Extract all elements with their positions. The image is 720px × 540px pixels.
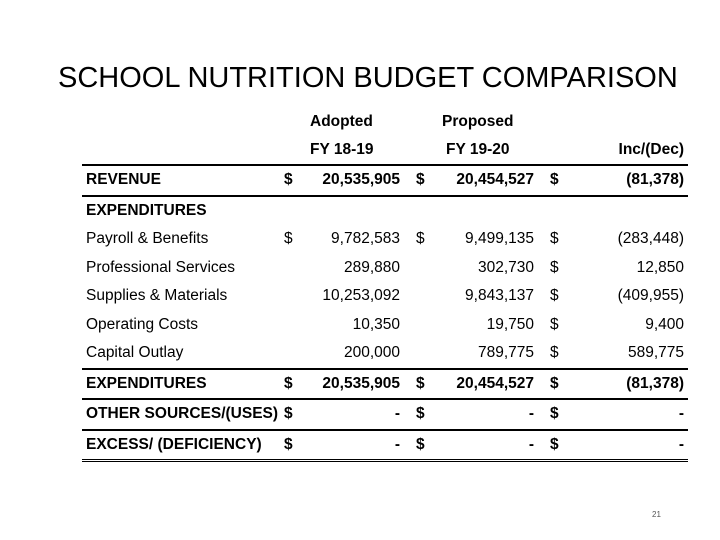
page-number: 21 [652, 510, 661, 519]
row-label: Payroll & Benefits [86, 230, 209, 248]
proposed-value: 20,454,527 [442, 369, 544, 400]
proposed-value: 789,775 [477, 344, 534, 362]
adopted-value: 10,253,092 [322, 287, 400, 305]
change-value: 12,850 [636, 258, 684, 276]
currency-symbol: $ [544, 399, 576, 430]
table-row [82, 369, 688, 400]
header-adopted: Adopted [310, 113, 373, 130]
adopted-value: 289,880 [343, 258, 400, 276]
row-label: EXCESS/ (DEFICIENCY) [82, 430, 278, 461]
currency-symbol: $ [544, 369, 576, 400]
row-label: Supplies & Materials [86, 287, 228, 305]
table-row [82, 311, 688, 340]
row-label: EXPENDITURES [86, 201, 207, 219]
currency-symbol [278, 196, 310, 226]
currency-symbol [278, 254, 310, 283]
adopted-value [310, 196, 410, 226]
currency-symbol: $ [550, 315, 559, 333]
proposed-value [442, 196, 544, 226]
row-label: Operating Costs [86, 315, 198, 333]
currency-symbol: $ [410, 399, 442, 430]
row-label: Professional Services [86, 258, 236, 276]
currency-symbol [410, 339, 442, 369]
row-label: OTHER SOURCES/(USES) [82, 399, 278, 430]
currency-symbol: $ [410, 165, 442, 196]
change-value: - [576, 430, 688, 461]
row-label: Capital Outlay [86, 344, 184, 362]
change-value: (81,378) [576, 165, 688, 196]
proposed-value: - [442, 430, 544, 461]
change-value [576, 196, 688, 226]
currency-symbol [278, 311, 310, 340]
currency-symbol: $ [550, 230, 559, 248]
header-proposed: Proposed [442, 113, 514, 130]
currency-symbol: $ [544, 430, 576, 461]
currency-symbol: $ [550, 287, 559, 305]
header-fy-adopted: FY 18-19 [310, 141, 374, 158]
table-row [82, 430, 688, 461]
currency-symbol: $ [278, 399, 310, 430]
currency-symbol: $ [550, 344, 559, 362]
budget-table [82, 108, 688, 462]
adopted-value: - [310, 430, 410, 461]
currency-symbol [410, 311, 442, 340]
adopted-value: 10,350 [352, 315, 400, 333]
proposed-value: 9,499,135 [465, 230, 534, 248]
page-title: SCHOOL NUTRITION BUDGET COMPARISON [58, 62, 678, 94]
currency-symbol [410, 196, 442, 226]
row-label: EXPENDITURES [82, 369, 278, 400]
change-value: - [576, 399, 688, 430]
adopted-value: - [310, 399, 410, 430]
currency-symbol: $ [410, 430, 442, 461]
header-incdec: Inc/(Dec) [618, 141, 684, 158]
table-row [82, 254, 688, 283]
adopted-value: 20,535,905 [310, 369, 410, 400]
table-row [82, 225, 688, 254]
budget-table-container [82, 108, 688, 462]
proposed-value: 9,843,137 [465, 287, 534, 305]
currency-symbol [278, 282, 310, 311]
proposed-value: 20,454,527 [442, 165, 544, 196]
adopted-value: 9,782,583 [331, 230, 400, 248]
proposed-value: - [442, 399, 544, 430]
header-row-2 [82, 136, 688, 165]
change-value: 589,775 [627, 344, 684, 362]
currency-symbol: $ [416, 230, 425, 248]
table-row [82, 399, 688, 430]
change-value: 9,400 [645, 315, 684, 333]
header-fy-proposed: FY 19-20 [446, 141, 510, 158]
table-row [82, 196, 688, 226]
header-row-1 [82, 108, 688, 136]
table-row [82, 282, 688, 311]
table-row [82, 165, 688, 196]
adopted-value: 20,535,905 [310, 165, 410, 196]
currency-symbol [278, 339, 310, 369]
row-label: REVENUE [82, 165, 278, 196]
currency-symbol [410, 254, 442, 283]
proposed-value: 302,730 [477, 258, 534, 276]
currency-symbol [544, 196, 576, 226]
currency-symbol [410, 282, 442, 311]
table-body [82, 165, 688, 461]
currency-symbol: $ [550, 258, 559, 276]
currency-symbol: $ [278, 165, 310, 196]
change-value: (283,448) [617, 230, 684, 248]
currency-symbol: $ [284, 230, 293, 248]
change-value: (409,955) [617, 287, 684, 305]
proposed-value: 19,750 [486, 315, 534, 333]
currency-symbol: $ [410, 369, 442, 400]
currency-symbol: $ [278, 430, 310, 461]
change-value: (81,378) [576, 369, 688, 400]
adopted-value: 200,000 [343, 344, 400, 362]
currency-symbol: $ [278, 369, 310, 400]
currency-symbol: $ [544, 165, 576, 196]
table-row [82, 339, 688, 369]
